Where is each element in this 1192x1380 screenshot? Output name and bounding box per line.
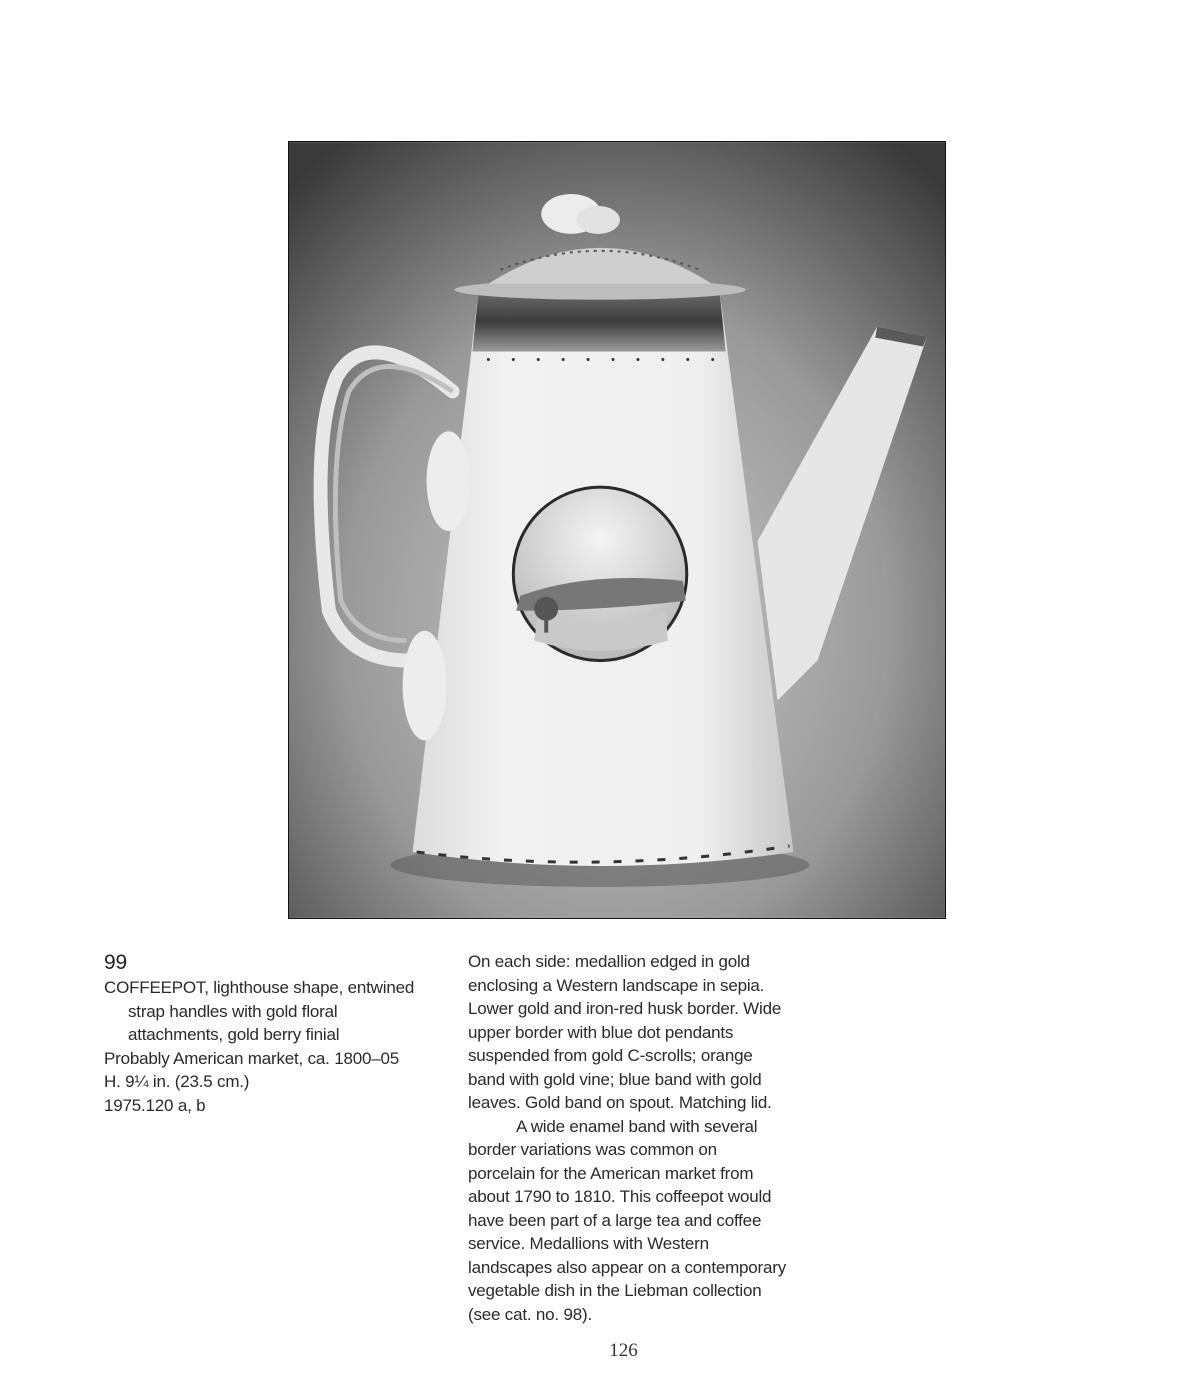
coffeepot-photograph [288, 141, 946, 919]
page-number: 126 [609, 1340, 638, 1361]
description-paragraph: On each side: medallion edged in gold enclosing a Western landscape in sepia. Lower gold and iron-red husk border. Wide upper border with blue dot pendants suspended from gold C-scrolls; orange band with gold vine; blue band with gold leaves. Gold band on spout. Matching lid. [468, 952, 782, 1112]
catalog-title: COFFEEPOT, lighthouse shape, entwined strap handles with gold floral attachments, gold berry finial [104, 978, 415, 1044]
catalog-number: 99 [104, 951, 127, 974]
catalog-entry [104, 950, 424, 1117]
commentary-paragraph: A wide enamel band with several border variations was common on porcelain for the American market from about 1790 to 1810. This coffeepot would have been part of a large tea and coffee service. Medallions with Western landscapes also appear on a contemporary vegetable dish in the Liebman collection (see cat. no. 98). [468, 1116, 787, 1324]
description-column [468, 950, 788, 1326]
catalog-dimensions: H. 9¼ in. (23.5 cm.) [104, 1072, 250, 1091]
catalog-origin: Probably American market, ca. 1800–05 [104, 1048, 399, 1068]
catalog-accession: 1975.120 a, b [104, 1095, 206, 1115]
